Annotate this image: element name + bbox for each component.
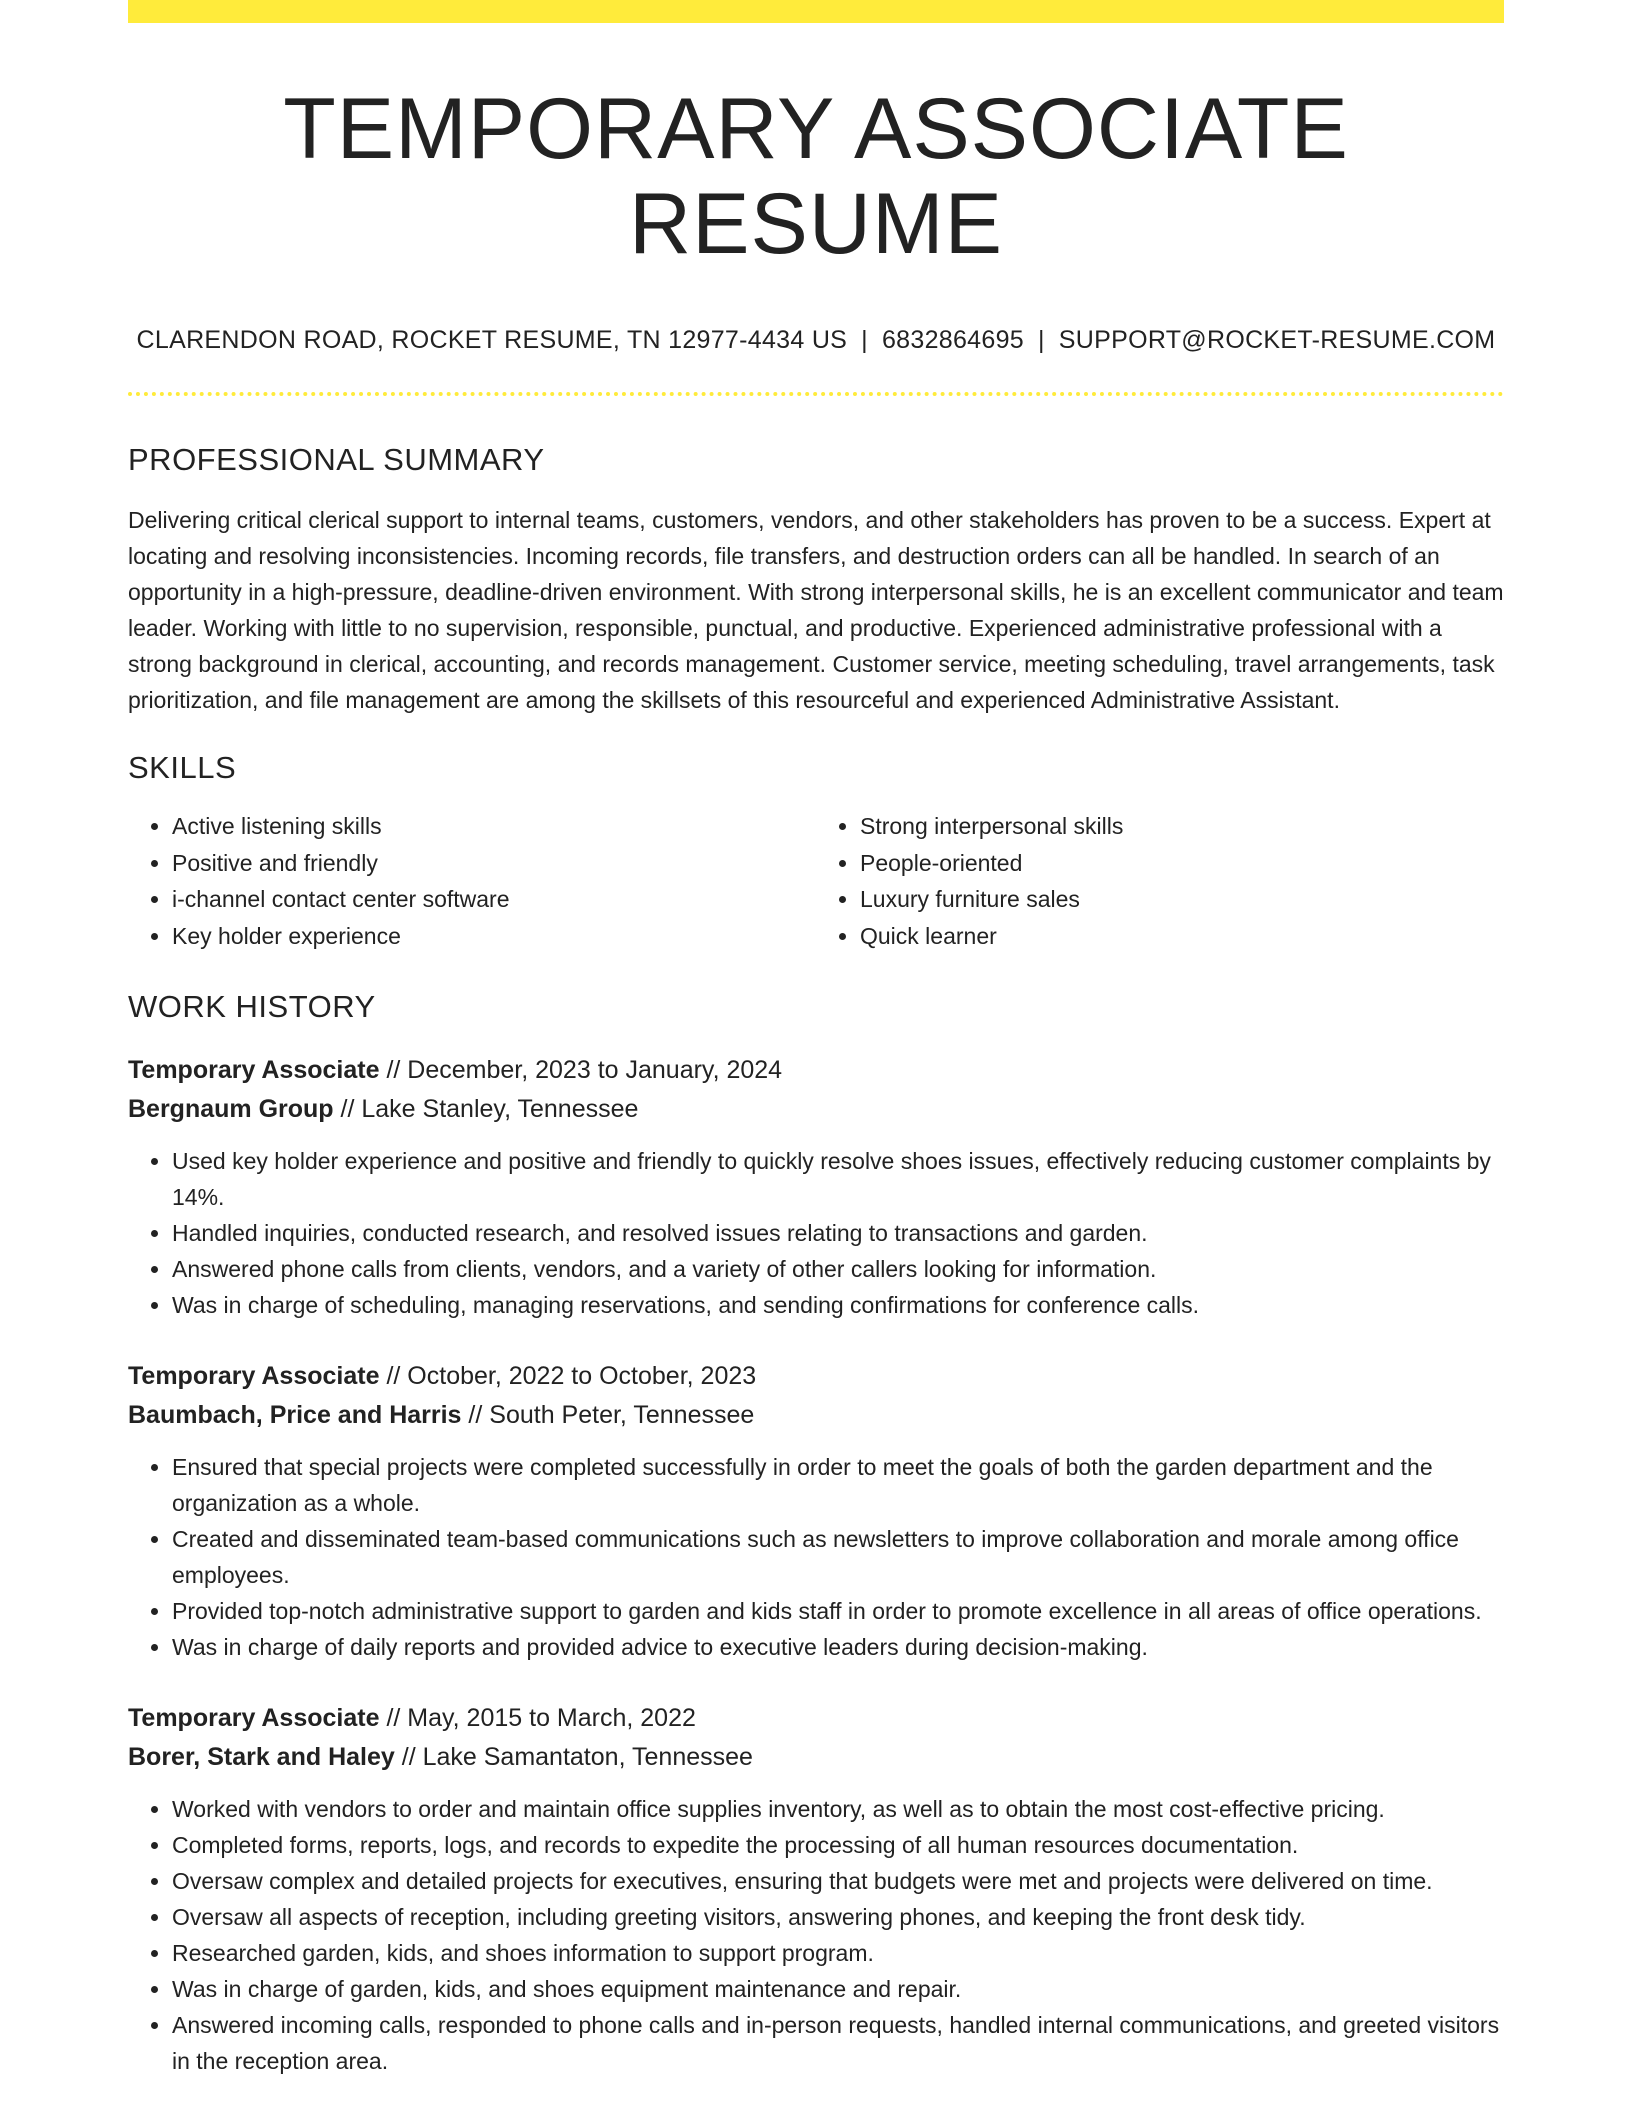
job-bullets: [128, 1791, 1504, 2079]
job-title-line: [128, 1357, 1504, 1396]
skill-item: • Luxury furniture sales: [860, 881, 1504, 918]
contact-separator: |: [861, 326, 868, 355]
resume-page: [128, 0, 1504, 2079]
job-company-line: [128, 1090, 1504, 1129]
resume-title: TEMPORARY ASSOCIATE RESUME: [283, 81, 1349, 272]
job-location: Lake Stanley, Tennessee: [361, 1095, 639, 1124]
contact-email: SUPPORT@ROCKET-RESUME.COM: [1058, 326, 1496, 355]
job-bullet: • Ensured that special projects were completed successfully in order to meet the goals of both the garden department and the organization as a whole.: [172, 1449, 1504, 1521]
summary-heading: PROFESSIONAL SUMMARY: [128, 442, 545, 478]
job-location-separator: //: [333, 1095, 362, 1124]
job-bullet: • Created and disseminated team-based communications such as newsletters to improve collaboration and morale among office employees.: [172, 1521, 1504, 1593]
job-bullet: • Worked with vendors to order and maintain office supplies inventory, as well as to obtain the most cost-effective pricing.: [172, 1791, 1504, 1827]
job-dates: October, 2022 to October, 2023: [407, 1362, 757, 1391]
job-entry: [128, 1051, 1504, 1323]
skill-item: • Positive and friendly: [172, 845, 816, 882]
job-bullet: • Completed forms, reports, logs, and records to expedite the processing of all human resources documentation.: [172, 1827, 1504, 1863]
job-company: Borer, Stark and Haley: [128, 1743, 395, 1772]
skills-column-right: [816, 808, 1504, 954]
job-company-line: [128, 1396, 1504, 1435]
skill-item: • People-oriented: [860, 845, 1504, 882]
work-history-heading: WORK HISTORY: [128, 989, 376, 1025]
job-title: Temporary Associate: [128, 1362, 380, 1391]
skills-list: [128, 808, 1504, 954]
job-bullet: • Provided top-notch administrative support to garden and kids staff in order to promote excellence in all areas of office operations.: [172, 1593, 1504, 1629]
skills-column-left: [128, 808, 816, 954]
job-bullet: • Researched garden, kids, and shoes information to support program.: [172, 1935, 1504, 1971]
job-bullet: • Was in charge of garden, kids, and shoes equipment maintenance and repair.: [172, 1971, 1504, 2007]
job-entry: [128, 1357, 1504, 1665]
job-company: Baumbach, Price and Harris: [128, 1401, 462, 1430]
skill-item: • Strong interpersonal skills: [860, 808, 1504, 845]
job-bullets: [128, 1449, 1504, 1665]
job-bullet: • Oversaw complex and detailed projects for executives, ensuring that budgets were met and projects were delivered on time.: [172, 1863, 1504, 1899]
job-company: Bergnaum Group: [128, 1095, 334, 1124]
job-location-separator: //: [394, 1743, 423, 1772]
summary-text: Delivering critical clerical support to internal teams, customers, vendors, and other stakeholders has proven to be a success. Expert at locating and resolving inconsistencies. Incoming records, file transfers, and destruction orders can all be handled. In search of an opportunity in a high-pressure, deadline-driven environment. With strong interpersonal skills, he is an excellent communicator and team leader. Working with little to no supervision, responsible, punctual, and productive. Experienced administrative professional with a strong background in clerical, accounting, and records management. Customer service, meeting scheduling, travel arrangements, task prioritization, and file management are among the skillsets of this resourceful and experienced Administrative Assistant.: [128, 507, 1504, 714]
job-bullet: • Was in charge of scheduling, managing reservations, and sending confirmations for conference calls.: [172, 1287, 1504, 1323]
job-title: Temporary Associate: [128, 1704, 380, 1733]
job-dates: December, 2023 to January, 2024: [407, 1056, 783, 1085]
contact-separator: |: [1038, 326, 1045, 355]
job-title-line: [128, 1699, 1504, 1738]
job-bullet: • Used key holder experience and positive and friendly to quickly resolve shoes issues, effectively reducing customer complaints by 14%.: [172, 1143, 1504, 1215]
job-bullet: • Answered phone calls from clients, vendors, and a variety of other callers looking for information.: [172, 1251, 1504, 1287]
job-company-line: [128, 1738, 1504, 1777]
job-bullet: • Oversaw all aspects of reception, including greeting visitors, answering phones, and keeping the front desk tidy.: [172, 1899, 1504, 1935]
job-date-separator: //: [379, 1056, 408, 1085]
skill-item: • Key holder experience: [172, 918, 816, 955]
header-divider: [128, 392, 1504, 396]
job-bullets: [128, 1143, 1504, 1323]
top-accent-bar: [128, 0, 1504, 23]
job-location: Lake Samantaton, Tennessee: [422, 1743, 753, 1772]
contact-phone: 6832864695: [881, 326, 1024, 355]
job-title: Temporary Associate: [128, 1056, 380, 1085]
job-title-line: [128, 1051, 1504, 1090]
job-location: South Peter, Tennessee: [489, 1401, 755, 1430]
skill-item: • i-channel contact center software: [172, 881, 816, 918]
job-bullet: • Was in charge of daily reports and provided advice to executive leaders during decision-making.: [172, 1629, 1504, 1665]
job-location-separator: //: [461, 1401, 490, 1430]
job-entry: [128, 1699, 1504, 2079]
job-dates: May, 2015 to March, 2022: [407, 1704, 696, 1733]
skill-item: • Active listening skills: [172, 808, 816, 845]
contact-address: CLARENDON ROAD, ROCKET RESUME, TN 12977-4434 US: [136, 326, 848, 355]
skill-item: • Quick learner: [860, 918, 1504, 955]
contact-line: [128, 326, 1504, 355]
skills-heading: SKILLS: [128, 750, 237, 786]
job-date-separator: //: [379, 1704, 408, 1733]
job-bullet: • Handled inquiries, conducted research, and resolved issues relating to transactions and garden.: [172, 1215, 1504, 1251]
job-bullet: • Answered incoming calls, responded to phone calls and in-person requests, handled internal communications, and greeted visitors in the reception area.: [172, 2007, 1504, 2079]
job-date-separator: //: [379, 1362, 408, 1391]
